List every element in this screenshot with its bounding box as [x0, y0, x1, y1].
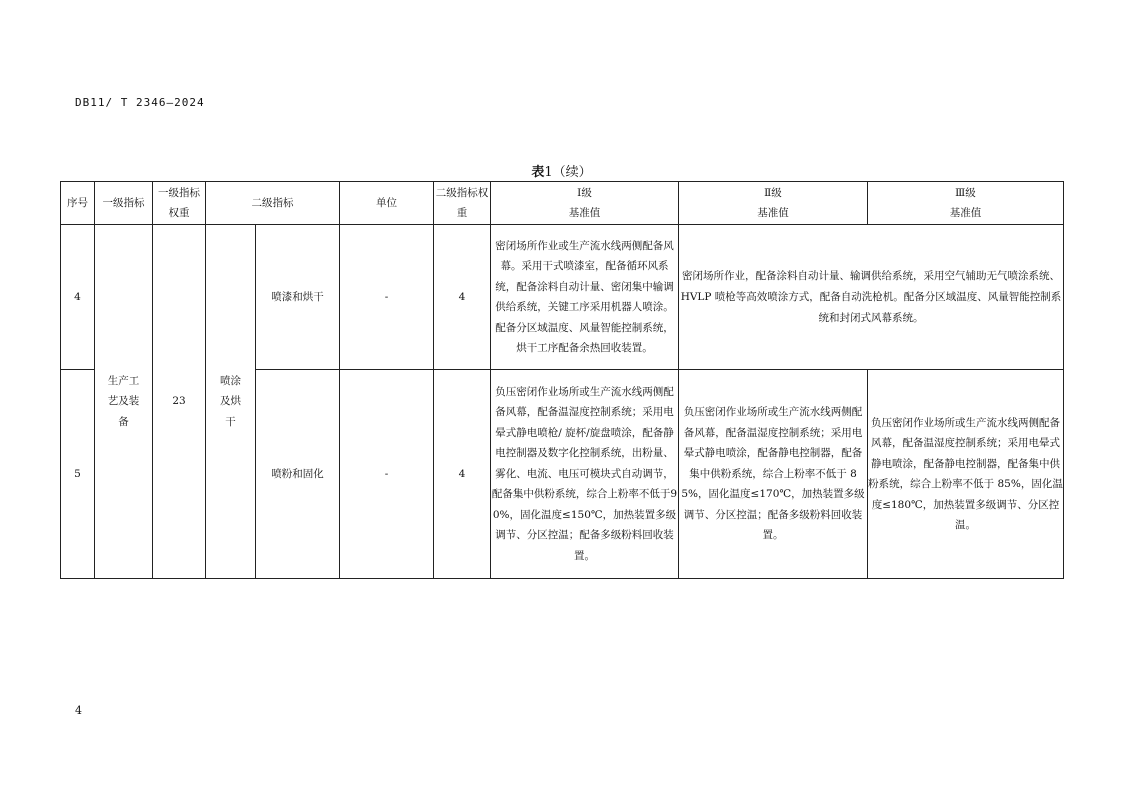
header-level2: Ⅱ级 基准值 — [679, 182, 868, 225]
category-cell: 喷涂及烘干 — [206, 225, 256, 579]
weight-cell: 4 — [434, 370, 491, 579]
table-title-suffix: 1（续） — [544, 165, 592, 180]
header-seq: 序号 — [61, 182, 95, 225]
header-level1: Ⅰ级 基准值 — [491, 182, 679, 225]
level1-cell: 密闭场所作业或生产流水线两侧配备风幕。采用干式喷漆室，配备循环风系统，配备涂料自动计量、密闭集中输调供给系统，关键工序采用机器人喷涂。配备分区域温度、风量智能控制系统，烘干工序配备余热回收装置。 — [491, 225, 679, 370]
page-number: 4 — [75, 704, 82, 717]
header-level3: Ⅲ级 基准值 — [868, 182, 1064, 225]
table-header-row — [61, 182, 1064, 225]
table-title — [0, 161, 1123, 180]
level2-cell: 负压密闭作业场所或生产流水线两侧配备风幕，配备温湿度控制系统；采用电晕式静电喷涂，配备静电控制器，配备集中供粉系统，综合上粉率不低于 85%，固化温度≤170℃，加热装置多级调节、分区控温；配备多级粉料回收装置。 — [679, 370, 868, 579]
header-second-level: 二级指标 — [206, 182, 340, 225]
row-seq: 4 — [61, 225, 95, 370]
level3-cell: 负压密闭作业场所或生产流水线两侧配备风幕，配备温湿度控制系统；采用电晕式静电喷涂，配备静电控制器，配备集中供粉系统，综合上粉率不低于 85%，固化温度≤180℃，加热装置多级调节、分区控温。 — [868, 370, 1064, 579]
first-level-cell: 生产工艺及装备 — [95, 225, 153, 579]
document-code: DB11/ T 2346—2024 — [75, 96, 205, 109]
first-weight-cell: 23 — [153, 225, 206, 579]
level23-cell: 密闭场所作业，配备涂料自动计量、输调供给系统，采用空气辅助无气喷涂系统、HVLP 喷枪等高效喷涂方式，配备自动洗枪机。配备分区域温度、风量智能控制系统和封闭式风幕系统。 — [679, 225, 1064, 370]
level1-cell: 负压密闭作业场所或生产流水线两侧配备风幕，配备温湿度控制系统；采用电晕式静电喷枪/ 旋杯/旋盘喷涂，配备静电控制器及数字化控制系统，出粉量、雾化、电流、电压可模块式自动调节，配备集中供粉系统，综合上粉率不低于90%，固化温度≤150℃，加热装置多级调节、分区控温；配备多级粉料回收装置。 — [491, 370, 679, 579]
table-row — [61, 225, 1064, 370]
header-unit: 单位 — [340, 182, 434, 225]
row-seq: 5 — [61, 370, 95, 579]
header-first-level: 一级指标 — [95, 182, 153, 225]
indicator-cell: 喷漆和烘干 — [256, 225, 340, 370]
unit-cell: - — [340, 370, 434, 579]
header-first-weight: 一级指标权重 — [153, 182, 206, 225]
header-second-weight: 二级指标权重 — [434, 182, 491, 225]
unit-cell: - — [340, 225, 434, 370]
weight-cell: 4 — [434, 225, 491, 370]
indicator-cell: 喷粉和固化 — [256, 370, 340, 579]
table-title-main: 表 — [531, 165, 545, 180]
standards-table — [60, 181, 1064, 579]
